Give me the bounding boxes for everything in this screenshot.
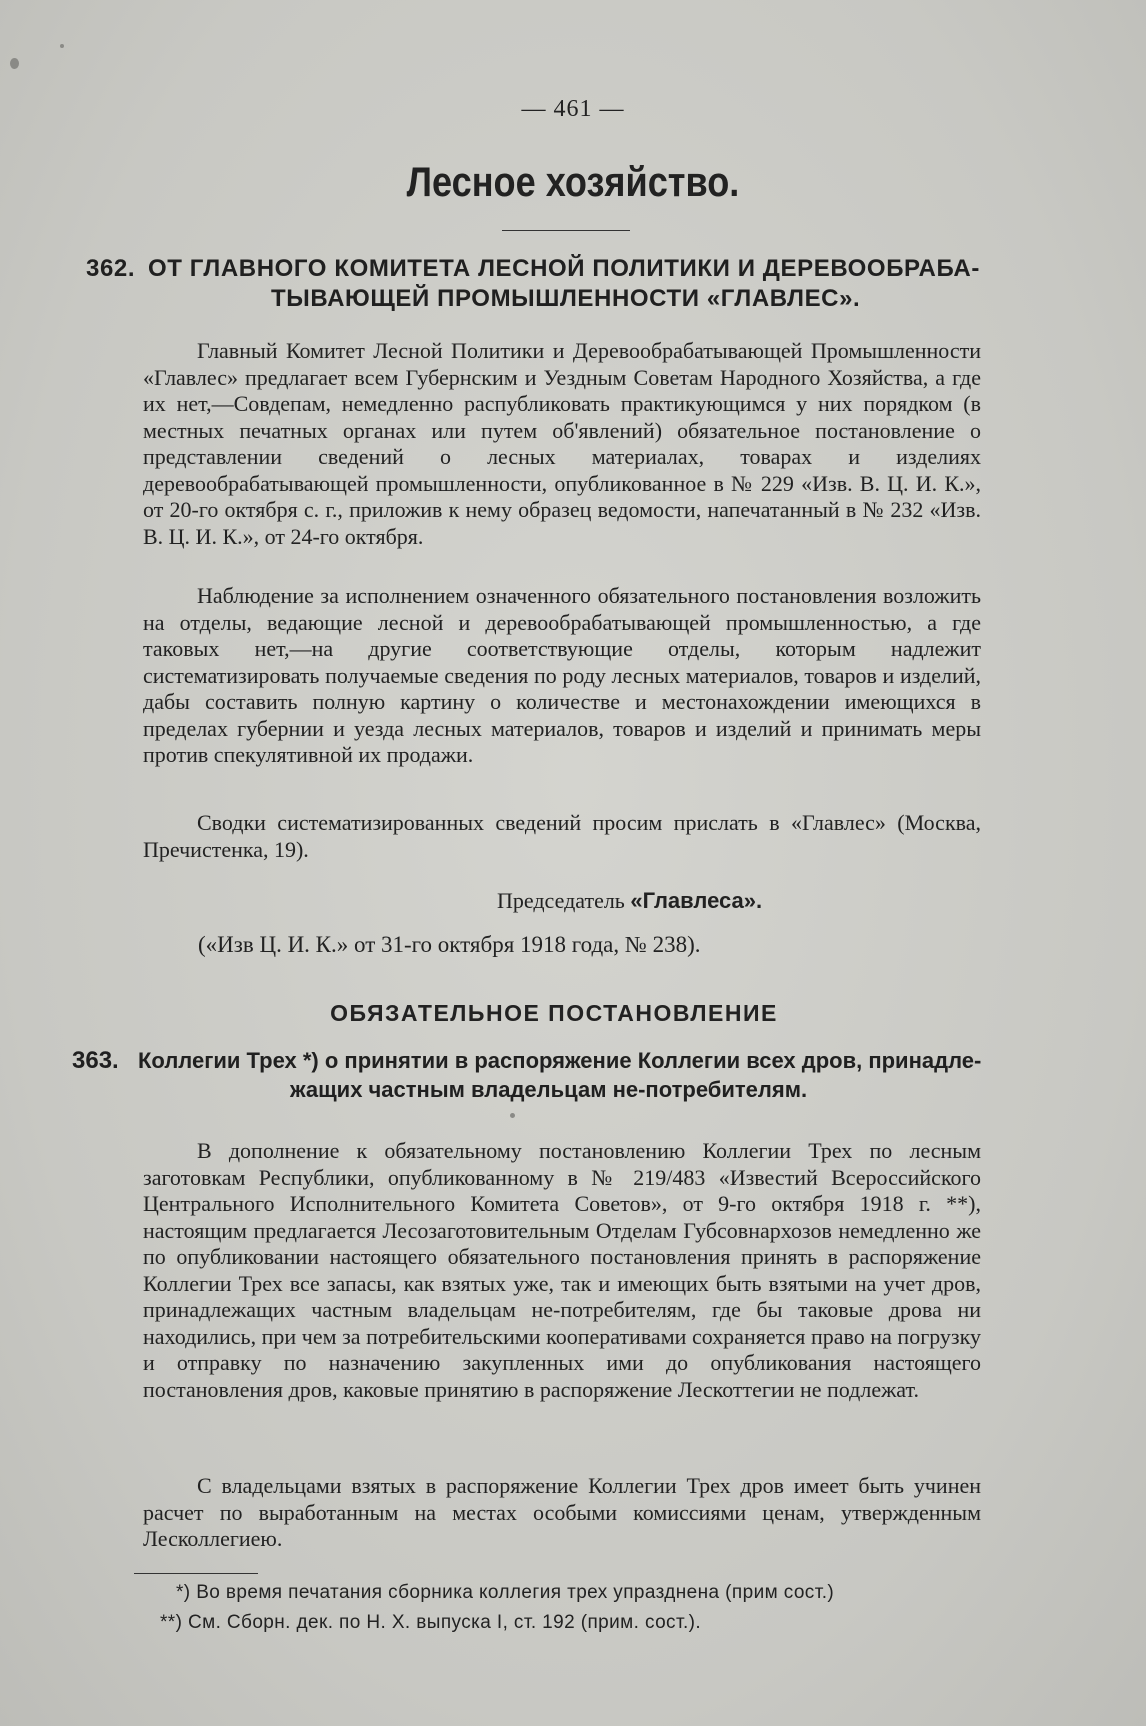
footnote-2: **) См. Сборн. дек. по Н. Х. выпуска I, ст. 192 (прим. сост.).: [160, 1612, 702, 1633]
section-362-paragraph-1: Главный Комитет Лесной Политики и Деревообрабатывающей Промышленности «Главлес» предлагает всем Губернским и Уездным Советам Народного Хозяйства, а где их нет,—Совдепам, немедленно распубликовать практикующимся у них порядком (в местных печатных органах или путем об'явлений) обязательное постановление о представлении сведений о лесных материалах, товарах и изделиях деревообрабатывающей промышленности, опубликованное в № 229 «Изв. В. Ц. И. К.», от 20-го октября с. г., приложив к нему образец ведомости, напечатанный в № 232 «Изв. В. Ц. И. К.», от 24-го октября.: [143, 338, 981, 549]
page-number: — 461 —: [521, 96, 625, 122]
section-363-number: 363.: [72, 1047, 119, 1074]
section-362-number: 362.: [86, 255, 136, 282]
paper-speck: [60, 44, 64, 48]
section-363-heading-line2: жащих частным владельцам не-потребителям.: [290, 1077, 808, 1102]
section-363-heading: [72, 1046, 982, 1104]
section-362-heading-line2: ТЫВАЮЩЕЙ ПРОМЫШЛЕННОСТИ «ГЛАВЛЕС».: [271, 285, 861, 312]
paper-speck: [510, 1113, 515, 1118]
section-362-paragraph-2: Наблюдение за исполнением означенного обязательного постановления возложить на отделы, ведающие лесной и деревообрабатывающей промышленностью, а где таковых нет,—на другие соответствующие отделы, которым надлежит систематизировать получаемые сведения по роду лесных материалов, товаров и изделий, дабы составить полную картину о количестве и местонахождении имеющихся в пределах губернии и уезда лесных материалов, товаров и изделий и принимать меры против спекулятивной их продажи.: [143, 583, 981, 767]
footnote-1: *) Во время печатания сборника коллегия трех упразднена (прим сост.): [176, 1582, 835, 1603]
footnote-divider: [134, 1573, 258, 1574]
title-divider: [502, 230, 630, 231]
signature: [497, 888, 762, 914]
page-title: Лесное хозяйство.: [406, 158, 740, 205]
section-362-paragraph-3: Сводки систематизированных сведений просим прислать в «Главлес» (Москва, Пречистенка, 19).: [143, 810, 981, 862]
signature-name: «Главлеса».: [630, 888, 763, 913]
section-362-heading-line1: ОТ ГЛАВНОГО КОМИТЕТА ЛЕСНОЙ ПОЛИТИКИ И ДЕРЕВООБРАБА-: [148, 255, 980, 282]
section-363-paragraph-1: В дополнение к обязательному постановлению Коллегии Трех по лесным заготовкам Республики, опубликованному в № 219/483 «Известий Всероссийского Центрального Исполнительного Комитета Советов», от 9-го октября 1918 г. **), настоящим предлагается Лесозаготовительным Отделам Губсовнархозов немедленно же по опубликовании настоящего обязательного постановления принять в распоряжение Коллегии Трех все запасы, как взятых уже, так и имеющих быть взятыми на учет дров, принадлежащих частным владельцам не-потребителям, где бы таковые дрова ни находились, при чем за потребительскими кооперативами сохраняется право на погрузку и отправку по назначению закупленных ими до опубликования настоящего постановления дров, каковые принятию в распоряжение Лескоттегии не подлежат.: [143, 1138, 981, 1402]
source-citation: («Изв Ц. И. К.» от 31-го октября 1918 года, № 238).: [198, 932, 701, 957]
subheading: ОБЯЗАТЕЛЬНОЕ ПОСТАНОВЛЕНИЕ: [330, 1000, 778, 1026]
paper-speck: [10, 58, 19, 69]
section-362-heading: [86, 254, 986, 314]
section-363-heading-line1: Коллегии Трех *) о принятии в распоряжение Коллегии всех дров, принадле-: [138, 1048, 982, 1073]
signature-label: Председатель: [497, 888, 625, 913]
section-363-paragraph-2: С владельцами взятых в распоряжение Коллегии Трех дров имеет быть учинен расчет по выработанным на местах особыми комиссиями ценам, утвержденным Лесколлегиею.: [143, 1473, 981, 1551]
